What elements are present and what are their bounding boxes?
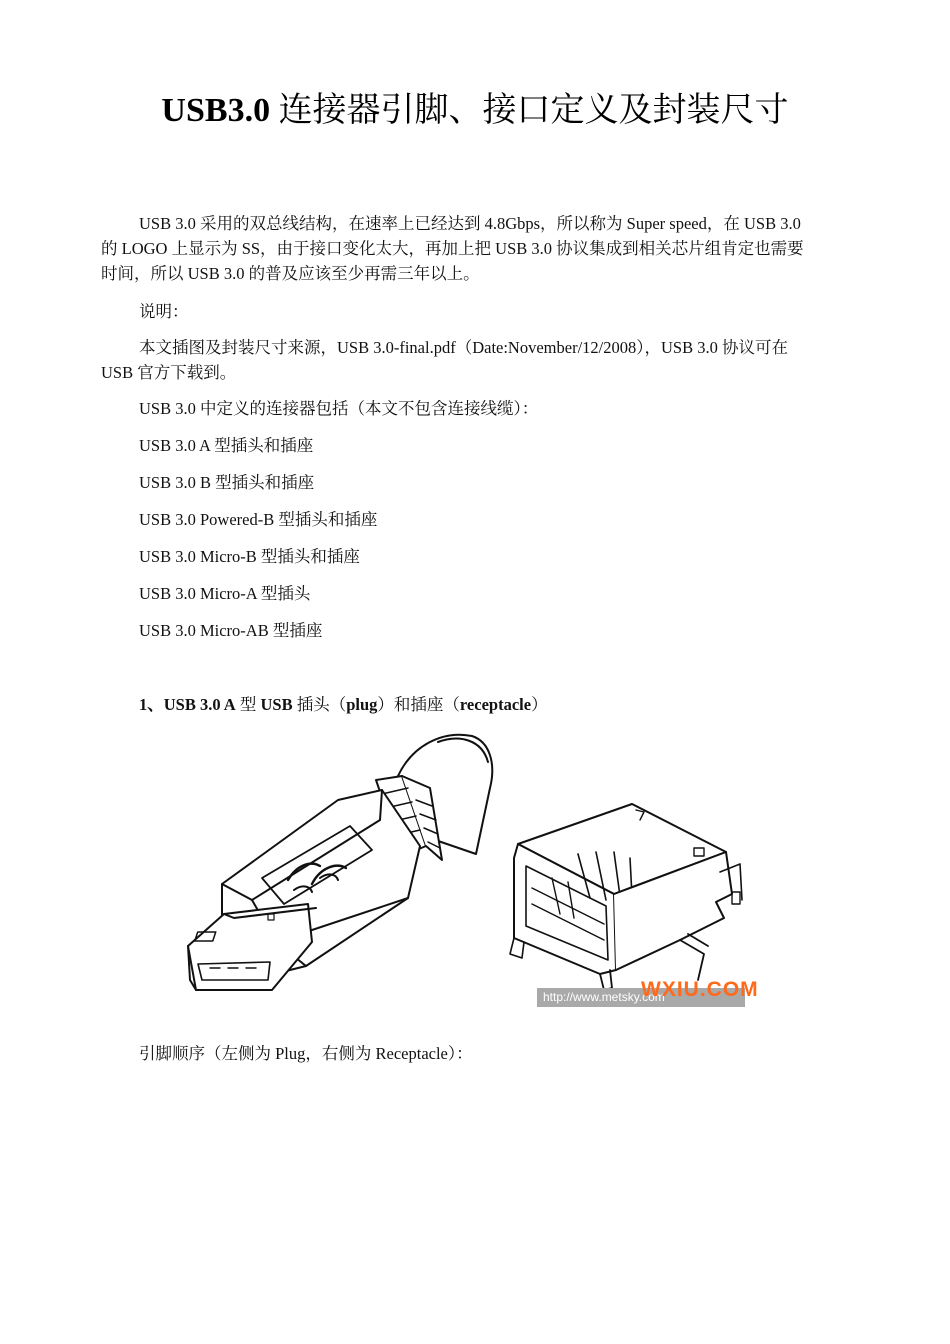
title-cjk: 连接器引脚、接口定义及封装尺寸	[270, 92, 789, 129]
section-heading-part: plug	[346, 695, 378, 714]
title-latin: USB3.0	[161, 92, 271, 129]
page-title	[0, 88, 950, 134]
section-heading-part: USB 3.0 A	[163, 695, 236, 714]
section-heading-part: 插头（	[292, 695, 347, 714]
section-heading	[139, 692, 548, 717]
usb-a-connector-illustration	[180, 728, 760, 1013]
connector-list-item: USB 3.0 Micro-B 型插头和插座	[139, 547, 360, 566]
intro-paragraph: USB 3.0 采用的双总线结构，在速率上已经达到 4.8Gbps，所以称为 Super speed，在 USB 3.0 的 LOGO 上显示为 SS，由于接口变化太大，再加上把 USB 3.0 协议集成到相关芯片组肯定也需要时间，所以 USB 3.0 的普及应该至少再需三年以上。	[101, 214, 804, 283]
connector-list-item: USB 3.0 Powered-B 型插头和插座	[139, 510, 378, 529]
source-paragraph: 本文插图及封装尺寸来源，USB 3.0-final.pdf（Date:November/12/2008），USB 3.0 协议可在 USB 官方下载到。	[101, 338, 788, 382]
section-heading-part: receptacle	[459, 695, 532, 714]
section-number: 1、	[139, 695, 164, 714]
connector-list-item: USB 3.0 Micro-A 型插头	[139, 584, 311, 603]
connector-list-item: USB 3.0 B 型插头和插座	[139, 473, 315, 492]
connector-list-item: USB 3.0 A 型插头和插座	[139, 436, 314, 455]
connectors-intro: USB 3.0 中定义的连接器包括（本文不包含连接线缆）：	[139, 399, 539, 418]
connector-list-item: USB 3.0 Micro-AB 型插座	[139, 621, 323, 640]
watermark	[537, 978, 759, 1007]
note-label: 说明：	[139, 302, 189, 321]
section-heading-part: ）和插座（	[377, 695, 460, 714]
pin-order-caption: 引脚顺序（左侧为 Plug，右侧为 Receptacle）：	[139, 1044, 473, 1063]
section-heading-part: USB	[260, 695, 293, 714]
usb-a-plug-drawing	[180, 735, 492, 990]
section-heading-part: 型	[235, 695, 261, 714]
watermark-brand: WXIU.COM	[641, 978, 759, 1001]
watermark-url: http://www.metsky.com	[543, 990, 665, 1004]
usb-a-receptacle-drawing	[510, 804, 742, 990]
section-heading-part: ）	[531, 695, 548, 714]
